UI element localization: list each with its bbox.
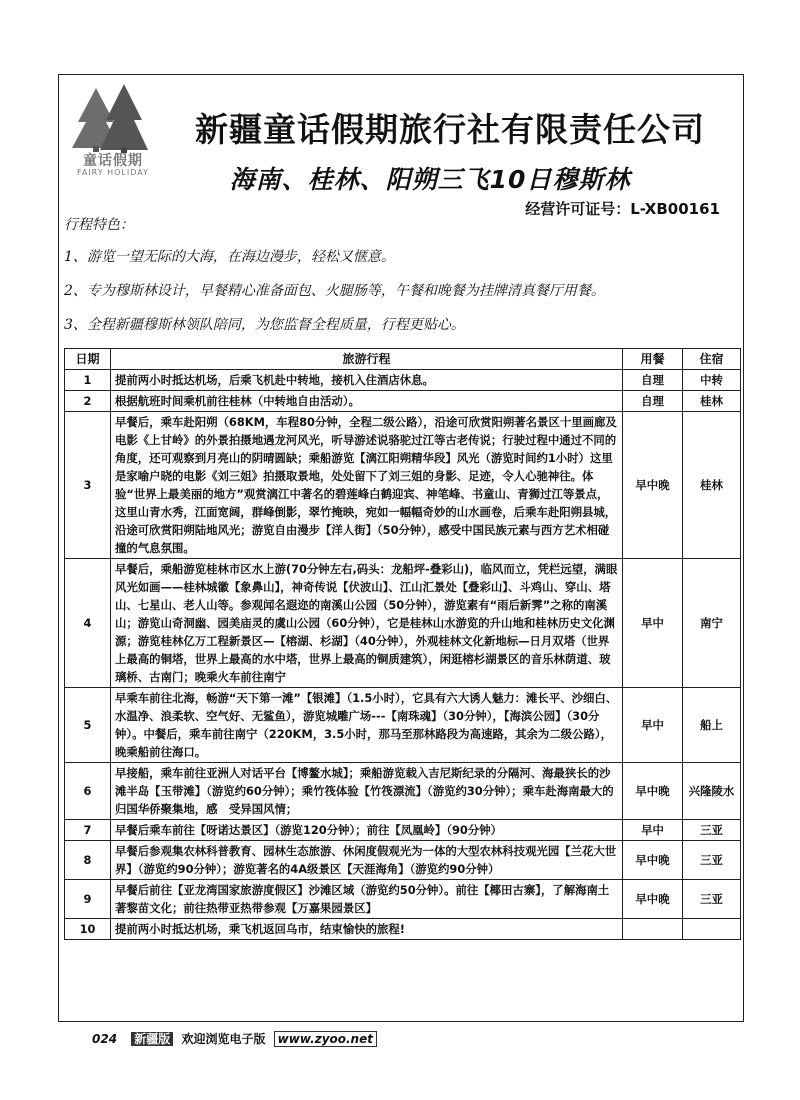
itinerary-table <box>64 348 741 940</box>
itinerary-cell: 根据航班时间乘机前往桂林（中转地自由活动）。 <box>111 391 623 412</box>
features-heading: 行程特色： <box>64 217 134 233</box>
day-cell: 10 <box>65 919 111 940</box>
table-row <box>65 688 741 763</box>
hotel-cell: 南宁 <box>683 559 741 688</box>
feature-item: 3、全程新疆穆斯林领队陪同，为您监督全程质量，行程更贴心。 <box>64 317 465 333</box>
table-row <box>65 841 741 880</box>
day-cell: 6 <box>65 763 111 820</box>
hotel-cell: 三亚 <box>683 820 741 841</box>
meals-cell: 早中 <box>623 559 683 688</box>
table-row <box>65 370 741 391</box>
meals-cell: 早中晚 <box>623 763 683 820</box>
page-footer <box>92 1030 377 1047</box>
header-itinerary: 旅游行程 <box>111 349 623 370</box>
day-cell: 9 <box>65 880 111 919</box>
table-row <box>65 820 741 841</box>
feature-item: 1、游览一望无际的大海，在海边漫步，轻松又惬意。 <box>64 249 395 265</box>
meals-cell <box>623 919 683 940</box>
itinerary-cell: 早餐后，乘船游览桂林市区水上游(70分钟左右,码头：龙船坪-叠彩山)，临风而立，凭栏远望，满眼风光如画——桂林城徽【象鼻山】，神奇传说【伏波山】、江山汇景处【叠彩山】、斗鸡山、穿山、塔山、七星山、老人山等。参观闻名遐迩的南溪山公园（50分钟），游览素有“雨后新霁”之称的南溪山；游览山奇洞幽、园美庙灵的虞山公园（60分钟），它是桂林山水游览的升山地和桂林历史文化渊源；游览桂林亿万工程新景区—【榕湖、杉湖】（40分钟），外观桂林文化新地标—日月双塔（世界上最高的铜塔，世界上最高的水中塔，世界上最高的铜质建筑），闲逛榕杉湖景区的音乐林荫道、玻璃桥、古南门；晚乘火车前往南宁 <box>111 559 623 688</box>
footer-text: 欢迎浏览电子版 <box>181 1032 266 1046</box>
hotel-cell: 中转 <box>683 370 741 391</box>
hotel-cell <box>683 919 741 940</box>
table-row <box>65 391 741 412</box>
page-number: 024 <box>92 1032 118 1046</box>
day-cell: 5 <box>65 688 111 763</box>
day-cell: 2 <box>65 391 111 412</box>
table-row <box>65 880 741 919</box>
header-hotel: 住宿 <box>683 349 741 370</box>
table-row <box>65 412 741 559</box>
itinerary-cell: 早乘车前往北海，畅游“天下第一滩”【银滩】（1.5小时），它具有六大诱人魅力：滩长平、沙细白、水温净、浪柔软、空气好、无鲨鱼），游览城雕广场---【南珠魂】（30分钟），【海滨公园】（30分钟）。中餐后，乘车前往南宁（220KM，3.5小时，那马至那林路段为高速路，其余为二级公路），晚乘船前往海口。 <box>111 688 623 763</box>
logo-text: 童话假期 <box>83 153 143 169</box>
hotel-cell: 兴隆陵水 <box>683 763 741 820</box>
route-title: 海南、桂林、阳朔三飞10日穆斯林 <box>229 165 631 194</box>
table-row <box>65 763 741 820</box>
meals-cell: 早中 <box>623 688 683 763</box>
itinerary-cell: 早餐后前往【亚龙湾国家旅游度假区】沙滩区域（游览约50分钟）。前往【椰田古寨】，了解海南土著黎苗文化；前往热带亚热带参观【万嘉果园景区】 <box>111 880 623 919</box>
itinerary-cell: 早餐后，乘车赴阳朔（68KM，车程80分钟，全程二级公路），沿途可欣赏阳朔著名景区十里画廊及电影《上甘岭》的外景拍摄地遇龙河风光，听导游述说骆驼过江等古老传说；行驶过程中通过不同的角度，还可观察到月亮山的阴晴圆缺；乘船游览【漓江阳朔精华段】风光（游览时间约1小时）这里是家喻户晓的电影《刘三姐》拍摄取景地，处处留下了刘三姐的身影、足迹，令人心驰神往。体验“世界上最美丽的地方”观赏漓江中著名的碧莲峰白鹤迎宾、神笔峰、书童山、青狮过江等景点，这里山青水秀，江面宽阔，群峰倒影，翠竹掩映，宛如一幅幅奇妙的山水画卷，后乘车赴阳朔县城，沿途可欣赏阳朔陆地风光；游览自由漫步【洋人街】（50分钟），感受中国民族元素与西方艺术相碰撞的气息氛围。 <box>111 412 623 559</box>
table-row <box>65 919 741 940</box>
hotel-cell: 桂林 <box>683 391 741 412</box>
header-meals: 用餐 <box>623 349 683 370</box>
hotel-cell: 三亚 <box>683 841 741 880</box>
hotel-cell: 桂林 <box>683 412 741 559</box>
day-cell: 3 <box>65 412 111 559</box>
itinerary-cell: 早餐后乘车前往【呀诺达景区】（游览120分钟）；前往【凤凰岭】（90分钟） <box>111 820 623 841</box>
day-cell: 8 <box>65 841 111 880</box>
feature-item: 2、专为穆斯林设计，早餐精心准备面包、火腿肠等，午餐和晚餐为挂牌清真餐厅用餐。 <box>64 283 605 299</box>
website-link[interactable]: www.zyoo.net <box>274 1031 377 1047</box>
itinerary-cell: 提前两小时抵达机场，乘飞机返回乌市，结束愉快的旅程! <box>111 919 623 940</box>
itinerary-cell: 提前两小时抵达机场，后乘飞机赴中转地，接机入住酒店休息。 <box>111 370 623 391</box>
logo-subtitle: FAIRY HOLIDAY <box>76 168 150 177</box>
license-number: 经营许可证号：L-XB00161 <box>525 200 720 218</box>
meals-cell: 早中晚 <box>623 880 683 919</box>
itinerary-cell: 早餐后参观集农林科普教育、园林生态旅游、休闲度假观光为一体的大型农林科技观光园【兰花大世界】（游览约90分钟）；游览著名的4A级景区【天涯海角】（游览约90分钟） <box>111 841 623 880</box>
day-cell: 4 <box>65 559 111 688</box>
meals-cell: 早中晚 <box>623 841 683 880</box>
meals-cell: 自理 <box>623 370 683 391</box>
company-name: 新疆童话假期旅行社有限责任公司 <box>195 110 705 149</box>
day-cell: 7 <box>65 820 111 841</box>
meals-cell: 早中晚 <box>623 412 683 559</box>
meals-cell: 早中 <box>623 820 683 841</box>
meals-cell: 自理 <box>623 391 683 412</box>
table-row <box>65 559 741 688</box>
hotel-cell: 船上 <box>683 688 741 763</box>
day-cell: 1 <box>65 370 111 391</box>
table-header-row <box>65 349 741 370</box>
hotel-cell: 三亚 <box>683 880 741 919</box>
header-day: 日期 <box>65 349 111 370</box>
edition-tag: 新疆版 <box>131 1032 173 1046</box>
itinerary-cell: 早接船，乘车前往亚洲人对话平台【博鳌水城】；乘船游览载入吉尼斯纪录的分隔河、海最狭长的沙滩半岛【玉带滩】（游览约60分钟）；乘竹筏体验【竹筏漂流】（游览约30分钟）；乘车赴海南最大的归国华侨聚集地，感 受异国风情； <box>111 763 623 820</box>
